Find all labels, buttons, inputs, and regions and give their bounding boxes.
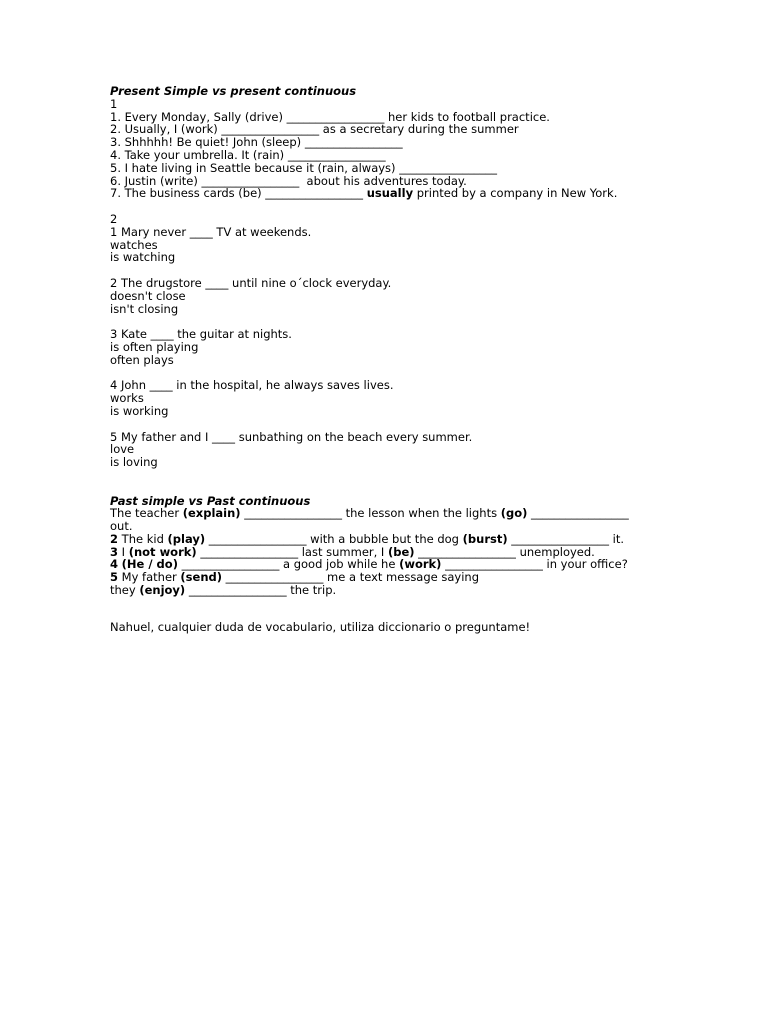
option-line: often plays — [110, 352, 174, 367]
verb-hint: (enjoy) — [139, 583, 186, 598]
text: _________________ the lesson when the lights — [240, 506, 501, 521]
text: printed by a company in New York. — [413, 186, 618, 201]
exercise-line — [110, 507, 670, 520]
item-number: 3 — [110, 544, 119, 559]
question-line: 3 Kate ____ the guitar at nights. — [110, 327, 292, 342]
verb-hint: (He / do) — [121, 557, 178, 572]
item-number: 2 — [110, 531, 119, 546]
part-label: 2 — [110, 211, 118, 226]
text: _________________ — [527, 506, 629, 521]
text: _________________ it. — [507, 531, 625, 546]
spacer — [110, 200, 670, 213]
text: they — [110, 583, 140, 598]
question-line: 1 Mary never ____ TV at weekends. — [110, 224, 312, 239]
text: My father — [118, 570, 181, 585]
section-title-present: Present Simple vs present continuous — [110, 84, 357, 98]
verb-hint: (send) — [180, 570, 222, 585]
option-line: is often playing — [110, 339, 199, 354]
option-line: is working — [110, 403, 169, 418]
verb-hint: (work) — [399, 557, 442, 572]
exercise-line: 5. I hate living in Seattle because it (rain, always) _________________ — [110, 160, 497, 175]
verb-hint: (play) — [167, 531, 206, 546]
option-line: is watching — [110, 250, 176, 265]
verb-hint: (go) — [500, 506, 528, 521]
option-line: works — [110, 391, 144, 406]
verb-hint: (not work) — [128, 544, 197, 559]
text: _________________ unemployed. — [414, 544, 595, 559]
option-line: love — [110, 442, 135, 457]
exercise-line: 2. Usually, I (work) _________________ as a secretary during the summer — [110, 122, 519, 137]
exercise-line: out. — [110, 519, 133, 534]
text: 7. The business cards (be) _________________ — [110, 186, 367, 201]
question-line: 5 My father and I ____ sunbathing on the beach every summer. — [110, 429, 473, 444]
exercise-line: 4. Take your umbrella. It (rain) _________________ — [110, 147, 386, 162]
item-number: 4 — [110, 557, 119, 572]
bold-word: usually — [366, 186, 414, 201]
exercise-line — [110, 187, 670, 200]
teacher-note: Nahuel, cualquier duda de vocabulario, utiliza diccionario o preguntame! — [110, 619, 531, 634]
text: _________________ last summer, I — [196, 544, 388, 559]
text: _________________ with a bubble but the dog — [205, 531, 463, 546]
verb-hint: (be) — [387, 544, 415, 559]
verb-hint: (burst) — [462, 531, 508, 546]
text: _________________ in your office? — [441, 557, 628, 572]
option-line: watches — [110, 237, 158, 252]
option-line: is loving — [110, 455, 158, 470]
verb-hint: (explain) — [182, 506, 241, 521]
spacer — [110, 482, 670, 495]
part-label: 1 — [110, 96, 118, 111]
option-line: doesn't close — [110, 288, 186, 303]
question-line: 2 The drugstore ____ until nine o´clock everyday. — [110, 275, 392, 290]
exercise-line: 6. Justin (write) _________________ about his adventures today. — [110, 173, 467, 188]
exercise-line: 1. Every Monday, Sally (drive) _________________ her kids to football practice. — [110, 109, 550, 124]
item-number: 5 — [110, 570, 119, 585]
text: _________________ me a text message saying — [222, 570, 480, 585]
question-line: 4 John ____ in the hospital, he always saves lives. — [110, 378, 394, 393]
option-line: isn't closing — [110, 301, 179, 316]
text: I — [118, 544, 129, 559]
exercise-line — [110, 584, 670, 597]
spacer — [110, 418, 670, 431]
section-title-past: Past simple vs Past continuous — [110, 493, 311, 508]
text: The kid — [118, 531, 168, 546]
text: _________________ a good job while he — [177, 557, 400, 572]
exercise-line: 3. Shhhhh! Be quiet! John (sleep) _________________ — [110, 135, 403, 150]
spacer — [110, 469, 670, 482]
text: _________________ the trip. — [185, 583, 337, 598]
text: The teacher — [110, 506, 183, 521]
document-content — [110, 85, 670, 634]
